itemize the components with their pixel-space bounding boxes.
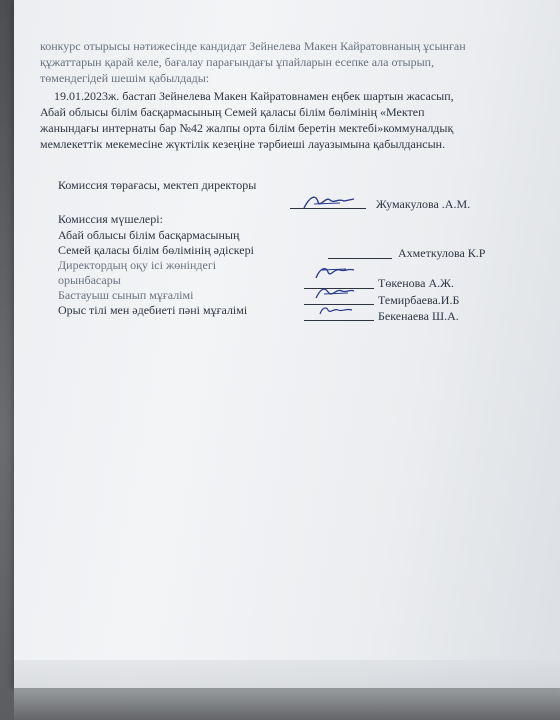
paragraph-2-line-1: 19.01.2023ж. бастап Зейнелева Макен Кайратовнамен еңбек шартын жасасып, <box>54 89 454 103</box>
member-1-name: Ахметкулова К.Р <box>398 246 486 260</box>
member-1-signature-line <box>328 258 392 259</box>
paragraph-2-line-3: жанындағы интернаты бар №42 жалпы орта білім беретін мектебі»коммуналдық <box>40 121 454 135</box>
member-2-role-line-2: орынбасары <box>58 273 121 287</box>
chair-signature-line <box>290 208 366 209</box>
paragraph-1 <box>40 38 546 86</box>
member-4-name: Бекенаева Ш.А. <box>378 309 459 323</box>
member-1-role-line-2: Семей қаласы білім бөлімінің әдіскері <box>58 243 254 257</box>
member-1-role-line-1: Абай облысы білім басқармасының <box>58 228 240 242</box>
member-2-name: Төкенова А.Ж. <box>378 276 454 290</box>
member-4-signature-line <box>304 320 374 321</box>
member-3-signature <box>312 282 358 304</box>
member-3-role: Бастауыш сынып мұғалімі <box>58 288 194 302</box>
paragraph-1-line-1: конкурс отырысы нәтижесінде кандидат Зейнелева Макен Кайратовнаның ұсынған <box>40 39 466 53</box>
chair-role: Комиссия төрағасы, мектеп директоры <box>58 178 257 192</box>
member-2-signature <box>312 262 358 284</box>
paragraph-1-line-3: төмендегідей шешім қабылдады: <box>40 71 210 85</box>
member-3-name: Темирбаева.И.Б <box>378 293 460 307</box>
member-4-role: Орыс тілі мен әдебиеті пәні мұғалімі <box>58 303 248 317</box>
paper-fold-shadow <box>14 660 560 720</box>
member-4-signature <box>316 302 356 320</box>
paragraph-2-line-4: мемлекеттік мекемесіне жүктілік кезеңіне тәрбиеші лауазымына қабылдансын. <box>40 137 446 151</box>
paragraph-1-line-2: құжаттарын қарай келе, бағалау парағындағы ұпайларын есепке ала отырып, <box>40 55 435 69</box>
member-2-role-line-1: Директордың оқу ісі жөніндегі <box>58 258 217 272</box>
paragraph-2-line-2: Абай облысы білім басқармасының Семей қаласы білім бөлімінің «Мектеп <box>40 105 425 119</box>
members-heading: Комиссия мүшелері: <box>58 212 163 226</box>
paragraph-2 <box>40 88 546 152</box>
chair-name: Жумакулова .А.М. <box>376 197 471 211</box>
